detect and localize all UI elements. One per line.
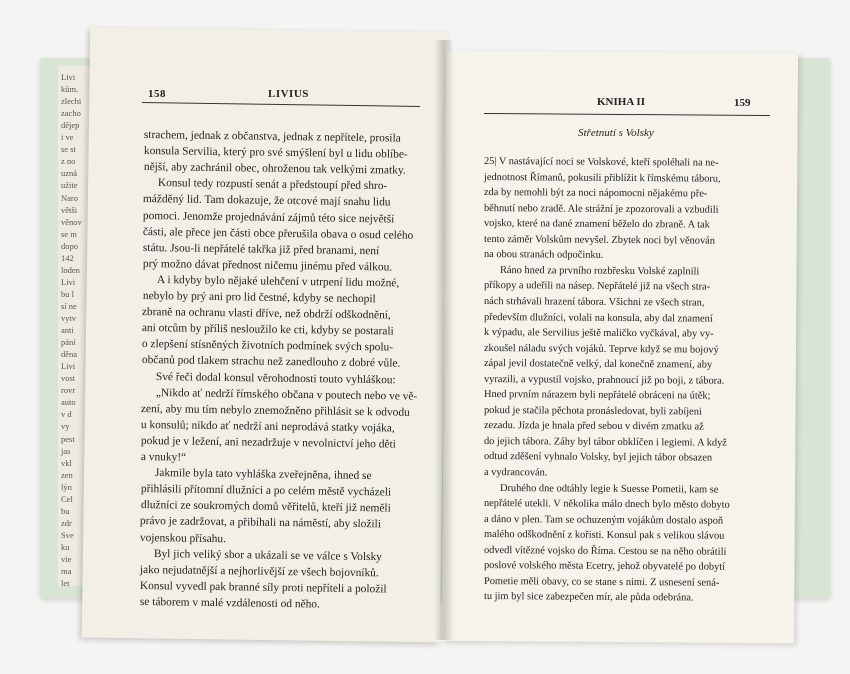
left-page-line: pokud je v ležení, ani nezadržuje v nevolnictví jeho děti [140,434,397,451]
underlying-page-line: ma [61,566,72,577]
left-page-line: Byl jich veliký sbor a ukázali se ve válce s Volsky [153,547,383,563]
underlying-page-line: let [61,578,70,586]
underlying-page-line: vytv [61,313,77,323]
left-page-line: vojenskou přísahu. [140,531,227,545]
left-page-line: právo je zadržovat, a přibíhali na náměstí, aby složili [140,515,382,531]
left-page-line: strachem, jednak z občanstva, jednak z nepřítele, prosila [143,129,401,145]
left-page-line: Konsul vyvedl pak branné síly proti nepříteli a položil [139,579,387,596]
underlying-page-line: Livi [61,72,76,82]
right-page-line: Hned prvním nárazem byli nepřátelé obráceni na útěk; [483,389,711,402]
underlying-page-line: auto [61,397,76,408]
left-page-line: občanů pod tlakem strachu než zanedlouho z dobré vůle. [141,354,401,370]
right-page-line: do jejich tábora. Záhy byl tábor obklíčen i legiemi. A když [483,435,727,449]
underlying-page-line: vie [61,554,72,564]
underlying-page-line: z no [61,156,76,167]
left-page-line: nebylo by prý ani pro lid čestné, kdyby se nechopil [142,290,376,306]
underlying-page-line: dějep [61,120,80,131]
underlying-page-line: jas [61,445,71,456]
left-page-line: jako nejudatnější a nejhorlivější ze všech bojovníků. [139,563,379,580]
underlying-page-line: zdr [61,517,72,528]
right-page-line: pokud je stačila pěchota pronásledovat, byli zabíjeni [483,404,702,418]
left-page-line: státu. Jsou-li nepřátelé takřka již před branami, není [142,241,380,257]
underlying-page-line: Naro [61,192,78,203]
left-page-line: se táborem v malé vzdálenosti od něho. [139,595,320,611]
underlying-page-line: anti [61,325,74,336]
underlying-page-line: věnov [61,216,82,227]
underlying-page-line: rovr [61,385,76,396]
right-page-line: a vydrancován. [483,467,548,479]
underlying-page-line: i ve [61,132,74,143]
left-page-line: nější, aby zachránil obec, ohroženou tak velkými zmatky. [143,161,406,177]
underlying-page-line: Livi [61,361,76,372]
underlying-page-line: kům. [61,84,79,95]
underlying-page-line: Cel [61,493,73,504]
left-page-line: Jakmile byla tato vyhláška zveřejněna, ihned se [154,467,372,483]
right-page-number: 159 [734,97,751,109]
right-page-line: tento záměr Volskům nevyšel. Zbytek noci byl věnován [483,233,716,247]
left-page-line: prý možno dávat přednost ničemu jinému před válkou. [142,257,393,274]
right-page-line: vyrazili, a vypustil vojsko, prahnoucí již po boji, z tábora. [483,373,725,387]
left-page-line: Konsul tedy rozpustí senát a předstoupí před shro- [157,177,387,193]
right-page-line: zezadu. Jízda je hnala před sebou v divém zmatku až [483,420,704,433]
right-page-line: odtud zděšení vyhnalo Volsky, byl jejich tábor obsazen [483,451,713,465]
left-page-line: u konsulů; nikdo ať nedrží ani neprodává statky vojáka, [141,418,396,435]
right-page-line: nepřátelé utekli. V několika málo dnech bylo město dobyto [483,498,730,511]
underlying-page-line: sí ne [61,300,77,311]
left-page-line: Své řeči dodal konsul věrohodnosti touto vyhláškou: [155,370,396,386]
left-running-head: LIVIUS [268,88,309,100]
underlying-page-line: 142 [61,252,74,263]
underlying-page-line: dopo [61,240,78,251]
right-page-line: zkoušel náladu svých vojáků. Teprve když se mu bojový [483,342,719,356]
right-page-line: nách strhávali hrazení tábora. Všichni ze všech stran, [483,295,705,309]
left-page-line: části, ale přece jen části obce přerušila obava o osud celého [142,225,414,242]
right-page-line: příkopy a udeřili na násep. Nepřátelé již na všech stra- [483,280,711,293]
left-page-line: konsula Servilia, který pro své smýšlení byl u lidu oblíbe- [143,145,408,161]
right-page-line: vojsko, které na dané znamení běželo do zbraně. A tak [483,218,710,231]
left-page-line: zení, aby mu tím nebylo znemožněno přihlásit se k odvodu [141,402,411,419]
underlying-page-line: pest [61,433,75,444]
underlying-page-line: ku [61,541,70,552]
book-gutter [434,40,454,640]
underlying-page-line: lýn [61,481,72,492]
underlying-page-line: zen [61,469,73,480]
right-page-line: 25| V nastávající noci se Volskové, kteří spoléhali na ne- [483,156,719,169]
right-page-line: běhnutí nebo zradě. Ale strážní je zpozorovali a vzbudili [483,202,719,216]
left-page-line: A i kdyby bylo nějaké ulehčení v utrpení lidu možné, [156,273,399,290]
left-page-line: pomoci. Jenomže projednávání zájmů této sice největší [143,209,395,226]
underlying-page-line: Sve [61,529,74,540]
left-page-line: mážděný lid. Tam dokazuje, že otcové mají snahu lidu [143,193,391,209]
underlying-page-line: větši [61,204,78,215]
underlying-page-line: se st [61,144,76,155]
section-title: Střetnutí s Volsky [578,127,654,139]
underlying-page-line: Livi [61,276,76,287]
right-page-line: Druhého dne odtáhly legie k Suesse Pometii, kam se [499,482,719,496]
right-running-head: KNIHA II [597,96,645,108]
underlying-page-line: bu l [61,288,74,299]
right-page-line: Pometie měli obavy, co se stane s nimi. Z usnesení sená- [483,575,720,589]
left-page-line: „Nikdo ať nedrží římského občana v poutech nebo ve vě- [155,386,417,403]
left-page-line: o zlepšení stísněných životních podmínek svých spolu- [141,338,394,354]
underlying-page-line: se m [61,228,77,239]
underlying-page-line: pání [61,337,76,348]
right-page-line: na obou stranách odpočinku. [483,249,604,262]
left-page-line: dlužníci ze soukromých domů věřitelů, kteří již neměli [140,499,391,515]
underlying-page-line: loden [61,264,80,275]
left-page-line: zbraně na ochranu vlasti dříve, než obdrží odškodnění, [142,306,392,322]
right-page-line: poslové volského města Ecetry, jehož obyvatelé po dobytí [483,560,726,573]
right-page-line: především dlužníci, volali na konsula, aby dal znamení [483,311,713,325]
left-page-line: přihlásili přítomní dlužníci a po celém městě vycházeli [140,483,391,499]
right-page-line: odvedl vítězné vojsko do Říma. Cestou se na něho obrátili [483,544,727,558]
underlying-page-line: vkl [61,457,72,468]
underlying-page-line: zlechi [61,96,82,107]
right-page-line: k výpadu, ale Servilius ještě maličko vyčkával, aby vy- [483,327,714,340]
underlying-page-line: zacho [61,108,81,119]
right-page-line: tu jim byl sice zabezpečen mír, ale půda odebrána. [483,591,694,604]
underlying-page-line: bu [61,505,70,516]
left-page-line: a vnuky!“ [140,451,187,464]
right-page-line: Ráno hned za prvního rozbřesku Volské zaplnili [499,264,700,278]
underlying-page-line: uzná [61,168,78,179]
underlying-page-line: vost [61,373,76,384]
underlying-page-line: vy [61,421,70,432]
right-page-line: zápal jevil dostatečně velký, dal konečně znamení, aby [483,358,713,371]
right-page-line: zda by nemohli být za noci nápomocni nějakému pře- [483,187,708,200]
right-page-line: a dáno v plen. Tam se ochuzeným vojákům dostalo aspoň [483,513,724,527]
left-page-line: ani otcům by příliš nesloužilo ke cti, kdyby se postarali [142,322,394,338]
underlying-page-line: užite [61,180,78,191]
underlying-page-line: v d [61,409,72,420]
left-page-number: 158 [148,88,166,100]
right-page-line: malého odškodnění z kořisti. Konsul pak s velikou slávou [483,529,725,542]
right-page-line: jednotnost Římanů, pokusili přiblížit k římskému táboru, [483,171,721,185]
underlying-page-line: děna [61,349,78,360]
